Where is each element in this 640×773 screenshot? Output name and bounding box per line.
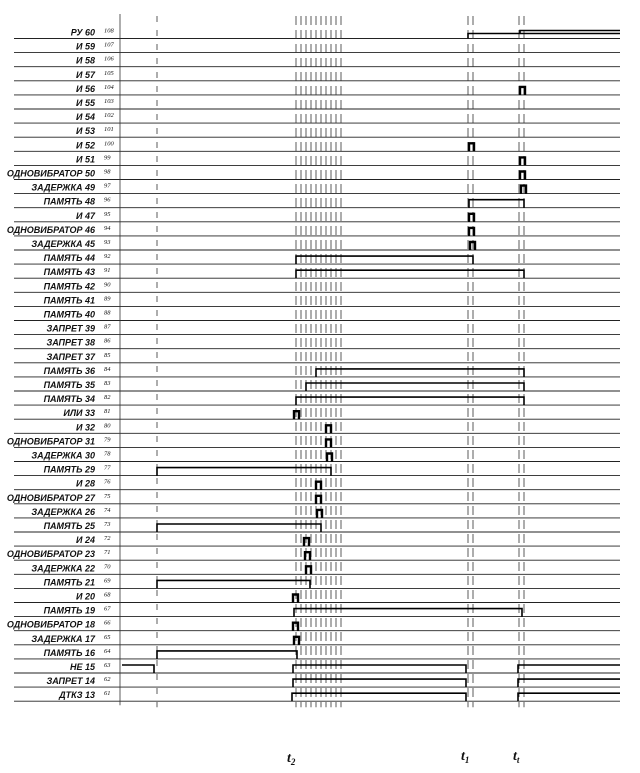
row-number: 99 (104, 154, 111, 162)
signal-p36 (316, 369, 524, 377)
signal-i47 (469, 214, 474, 222)
signal-i20 (293, 595, 298, 603)
row-number: 64 (104, 647, 111, 655)
row-number: 68 (104, 591, 111, 599)
signal-p48 (469, 200, 524, 208)
signal-ov18 (293, 623, 298, 631)
signal-p43 (296, 270, 524, 278)
signal-ov31 (326, 439, 331, 447)
row-number: 95 (104, 210, 111, 218)
row-labels (7, 28, 115, 701)
row-label: РУ 60 (70, 27, 95, 38)
row-number: 107 (104, 41, 114, 49)
row-label: ПАМЯТЬ 25 (43, 521, 95, 531)
row-label: И 51 (76, 154, 95, 165)
signal-z45 (470, 242, 475, 250)
row-number: 66 (104, 619, 111, 627)
row-number: 80 (104, 422, 111, 430)
row-label: ЗАПРЕТ 37 (46, 351, 95, 362)
row-label: ПАМЯТЬ 21 (43, 577, 95, 588)
signal-i24 (304, 538, 309, 546)
row-number: 88 (104, 309, 111, 317)
row-label: ОДНОВИБРАТОР 18 (6, 619, 95, 630)
row-number: 71 (104, 549, 111, 557)
signal-zapret14-a (293, 679, 466, 687)
row-label: ПАМЯТЬ 43 (43, 267, 95, 278)
signal-ov50 (520, 172, 525, 180)
row-number: 78 (104, 450, 111, 458)
row-label: И 47 (76, 210, 95, 221)
signal-p16 (157, 651, 297, 659)
row-number: 70 (104, 563, 111, 571)
row-number: 85 (104, 351, 111, 359)
signal-ne15-b (293, 665, 466, 673)
row-label: ПАМЯТЬ 36 (43, 365, 95, 376)
row-label: ЗАПРЕТ 14 (46, 676, 95, 687)
row-number: 63 (104, 662, 111, 669)
signal-i32 (326, 425, 331, 433)
row-label: ПАМЯТЬ 41 (43, 295, 95, 306)
signal-z30 (327, 454, 332, 462)
signal-p44 (296, 256, 473, 264)
signal-waveforms (122, 31, 620, 702)
row-number: 77 (104, 464, 111, 472)
row-label: ЗАПРЕТ 39 (46, 323, 95, 334)
row-label: ЗАДЕРЖКА 45 (31, 239, 95, 249)
signal-dtkz13-b (518, 693, 620, 701)
row-number: 81 (104, 408, 111, 416)
row-number: 79 (104, 436, 111, 444)
row-label: И 59 (76, 41, 95, 52)
row-number: 98 (104, 168, 111, 176)
signal-z26 (317, 510, 322, 518)
time-label-tt: $t_t$ (513, 749, 520, 765)
row-number: 90 (104, 281, 111, 289)
row-label: ОДНОВИБРАТОР 23 (6, 549, 95, 560)
row-number: 108 (104, 27, 114, 35)
row-number: 82 (104, 394, 111, 402)
row-number: 105 (104, 69, 114, 77)
signal-i28 (316, 482, 321, 490)
row-number: 92 (104, 253, 111, 261)
row-number: 86 (104, 337, 111, 345)
row-number: 91 (104, 267, 111, 275)
row-label: И 56 (76, 83, 95, 94)
row-label: И 54 (76, 112, 95, 123)
row-label: ПАМЯТЬ 48 (43, 196, 95, 207)
row-label: ОДНОВИБРАТОР 46 (6, 224, 95, 235)
time-markers (157, 16, 524, 707)
signal-ru60-a (468, 34, 620, 39)
row-label: И 55 (76, 98, 95, 108)
row-number: 89 (104, 295, 111, 303)
row-number: 75 (104, 492, 111, 500)
row-label: ЗАПРЕТ 38 (46, 337, 95, 348)
row-label: ОДНОВИБРАТОР 50 (6, 168, 95, 179)
row-number: 97 (104, 182, 111, 190)
row-number: 100 (104, 140, 114, 148)
row-number: 67 (104, 605, 111, 613)
signal-zapret14-b (518, 679, 620, 687)
row-label: ПАМЯТЬ 29 (43, 464, 95, 475)
row-number: 74 (104, 506, 111, 514)
signal-p29 (157, 468, 331, 476)
row-label: И 24 (76, 535, 95, 546)
row-label: И 32 (76, 422, 95, 433)
signal-ov27 (316, 496, 321, 504)
signal-z22 (306, 566, 311, 574)
signal-p21 (157, 580, 310, 588)
signal-ili33 (294, 411, 299, 419)
time-label-t2: $t_2$ (287, 751, 296, 767)
signal-i51 (520, 157, 525, 165)
signal-ne15-c (518, 665, 620, 673)
row-label: И 28 (76, 478, 95, 489)
row-number: 83 (104, 380, 111, 387)
row-number: 61 (104, 690, 111, 698)
signal-z17 (294, 637, 299, 645)
signal-ov23 (305, 552, 310, 560)
row-label: ПАМЯТЬ 34 (43, 394, 95, 405)
row-number: 101 (104, 126, 114, 134)
row-label: И 57 (76, 69, 95, 80)
row-number: 106 (104, 55, 114, 63)
row-label: ОДНОВИБРАТОР 27 (6, 492, 95, 503)
row-label: ПАМЯТЬ 40 (43, 309, 95, 320)
signal-p35 (306, 383, 524, 391)
row-label: ПАМЯТЬ 44 (43, 253, 95, 264)
row-number: 96 (104, 196, 111, 204)
row-label: И 20 (76, 591, 95, 602)
time-label-t1: $t_1$ (461, 749, 470, 765)
row-number: 72 (104, 535, 111, 543)
signal-p34 (296, 397, 524, 405)
signal-dtkz13-a (292, 693, 466, 701)
row-number: 69 (104, 577, 111, 585)
row-number: 65 (104, 633, 111, 641)
row-number: 76 (104, 478, 111, 486)
row-label: НЕ 15 (69, 662, 95, 672)
row-label: ОДНОВИБРАТОР 31 (6, 436, 95, 447)
row-label: ДТКЗ 13 (59, 690, 95, 701)
row-number: 103 (104, 98, 114, 105)
row-label: И 52 (76, 140, 95, 151)
row-number: 94 (104, 224, 111, 232)
signal-ne15-a (122, 665, 154, 673)
row-label: ЗАДЕРЖКА 17 (31, 633, 95, 644)
row-number: 87 (104, 323, 111, 331)
row-number: 104 (104, 83, 114, 91)
row-number: 62 (104, 676, 111, 684)
row-label: И 53 (76, 126, 95, 137)
signal-i52 (469, 143, 474, 151)
row-label: ЗАДЕРЖКА 26 (31, 506, 95, 517)
row-label: ПАМЯТЬ 42 (43, 281, 95, 292)
row-label: ПАМЯТЬ 19 (43, 605, 95, 616)
signal-i56 (520, 87, 525, 95)
row-number: 93 (104, 239, 111, 246)
row-label: И 58 (76, 55, 95, 66)
row-number: 102 (104, 112, 114, 120)
row-label: ИЛИ 33 (63, 408, 95, 419)
row-label: ЗАДЕРЖКА 30 (31, 450, 95, 461)
row-label: ПАМЯТЬ 35 (43, 380, 95, 390)
row-label: ЗАДЕРЖКА 49 (31, 182, 95, 193)
row-number: 73 (104, 521, 111, 528)
time-axis-labels (287, 749, 520, 767)
signal-z49 (521, 186, 526, 194)
row-label: ПАМЯТЬ 16 (43, 647, 95, 658)
row-number: 84 (104, 365, 111, 373)
row-label: ЗАДЕРЖКА 22 (31, 563, 95, 574)
signal-ov46 (469, 228, 474, 236)
signal-p19 (294, 609, 522, 617)
